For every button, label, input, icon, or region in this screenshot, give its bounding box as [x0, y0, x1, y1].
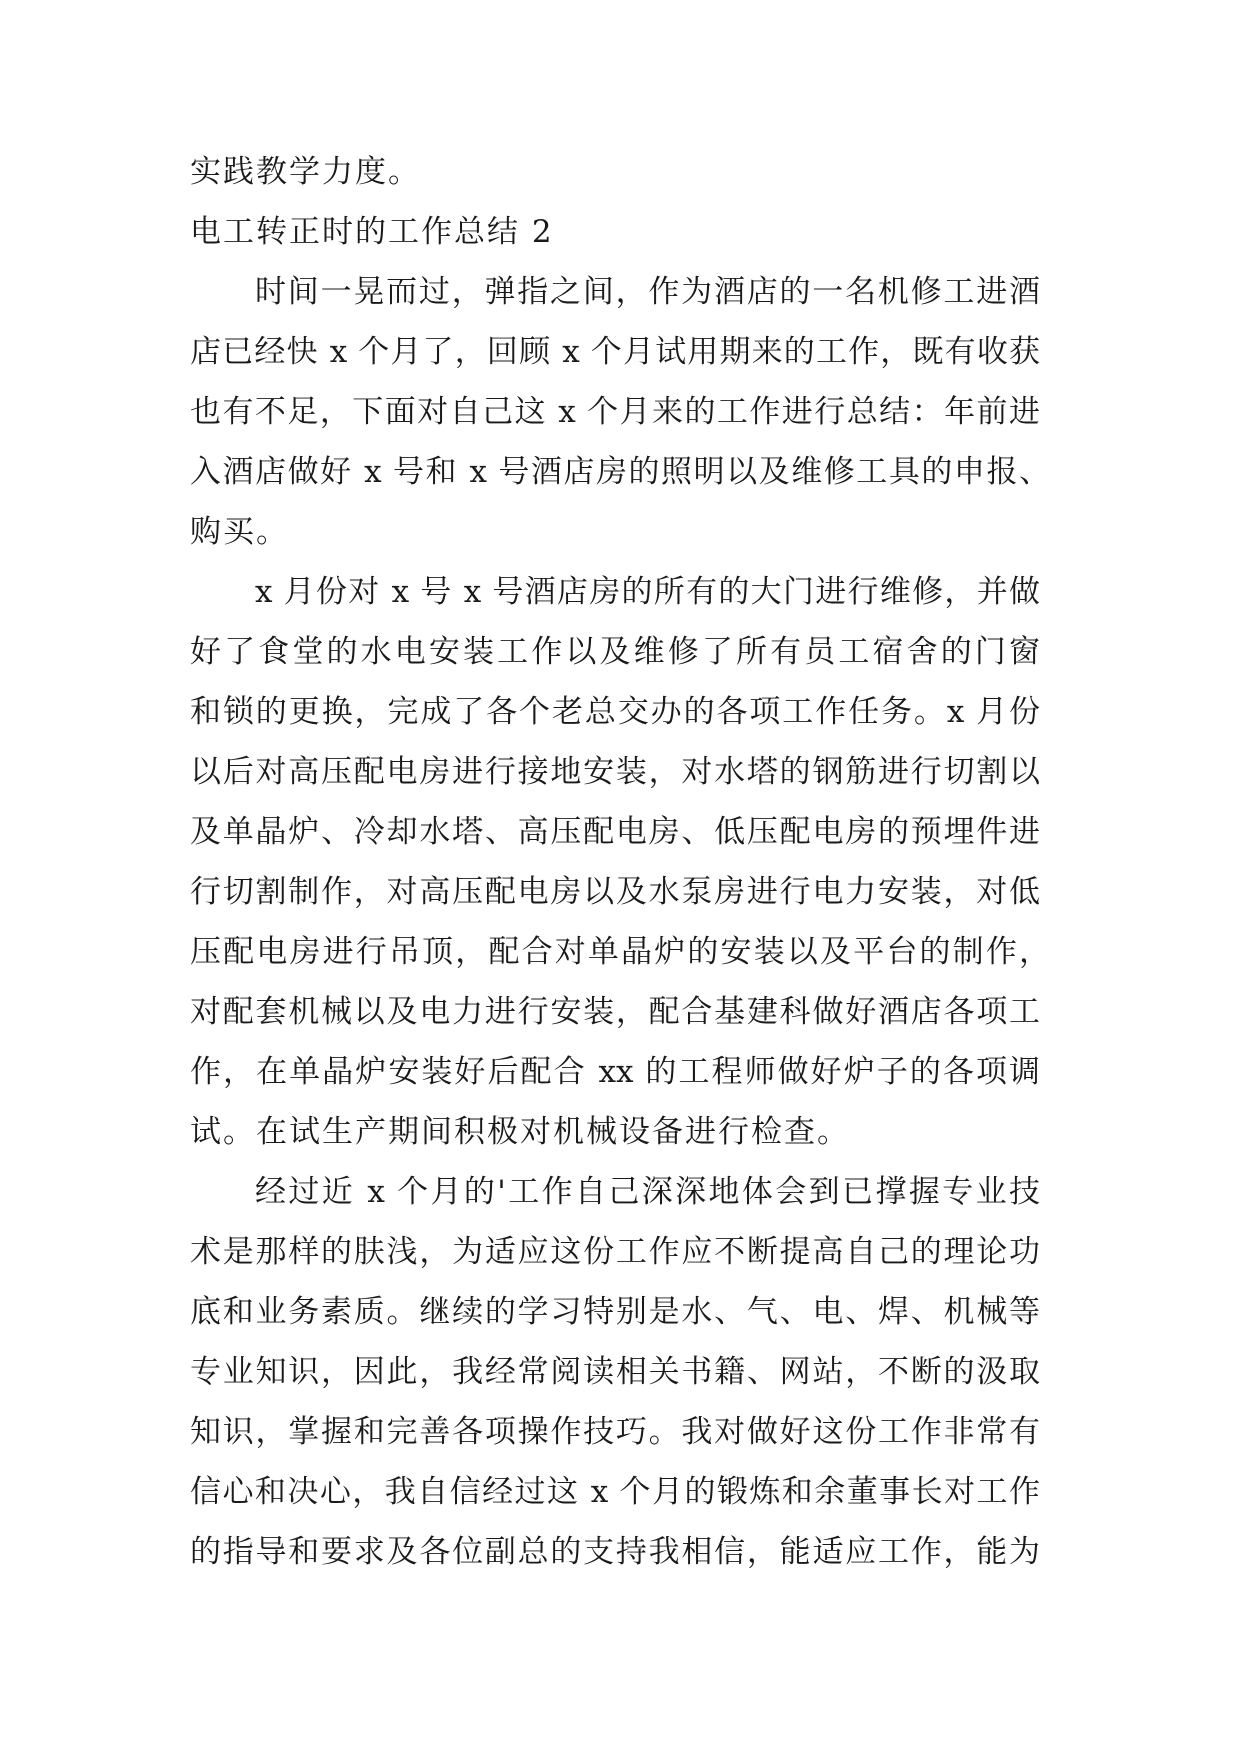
text-line: 入酒店做好 x 号和 x 号酒店房的照明以及维修工具的申报、 [190, 454, 1050, 490]
text-line: 知识，掌握和完善各项操作技巧。我对做好这份工作非常有 [190, 1414, 1040, 1450]
text-line: 试。在试生产期间积极对机械设备进行检查。 [190, 1114, 850, 1150]
text-line: 也有不足，下面对自己这 x 个月来的工作进行总结：年前进 [190, 394, 1040, 430]
text-line: 的指导和要求及各位副总的支持我相信，能适应工作，能为 [190, 1534, 1040, 1570]
text-line: 压配电房进行吊顶，配合对单晶炉的安装以及平台的制作， [190, 934, 1050, 970]
text-line: 对配套机械以及电力进行安装，配合基建科做好酒店各项工 [190, 994, 1040, 1030]
text-line: 实践教学力度。 [190, 154, 421, 190]
text-line: 以后对高压配电房进行接地安装，对水塔的钢筋进行切割以 [190, 754, 1040, 790]
text-line: 底和业务素质。继续的学习特别是水、气、电、焊、机械等 [190, 1294, 1040, 1330]
text-line: 店已经快 x 个月了，回顾 x 个月试用期来的工作，既有收获 [190, 334, 1040, 370]
text-line: 时间一晃而过，弹指之间，作为酒店的一名机修工进酒 [255, 274, 1040, 310]
text-line: 及单晶炉、冷却水塔、高压配电房、低压配电房的预埋件进 [190, 814, 1040, 850]
text-line: 术是那样的肤浅，为适应这份工作应不断提高自己的理论功 [190, 1234, 1040, 1270]
text-line: 专业知识，因此，我经常阅读相关书籍、网站，不断的汲取 [190, 1354, 1040, 1390]
text-line: x 月份对 x 号 x 号酒店房的所有的大门进行维修，并做 [255, 574, 1040, 610]
text-line: 行切割制作，对高压配电房以及水泵房进行电力安装，对低 [190, 874, 1040, 910]
text-line: 信心和决心，我自信经过这 x 个月的锻炼和余董事长对工作 [190, 1474, 1040, 1510]
text-line: 作，在单晶炉安装好后配合 xx 的工程师做好炉子的各项调 [190, 1054, 1040, 1090]
section-heading: 电工转正时的工作总结 2 [190, 214, 554, 250]
text-line: 购买。 [190, 514, 289, 550]
text-line: 好了食堂的水电安装工作以及维修了所有员工宿舍的门窗 [190, 634, 1040, 670]
text-line: 和锁的更换，完成了各个老总交办的各项工作任务。x 月份 [190, 694, 1040, 730]
text-line: 经过近 x 个月的'工作自己深深地体会到已撑握专业技 [255, 1174, 1040, 1210]
